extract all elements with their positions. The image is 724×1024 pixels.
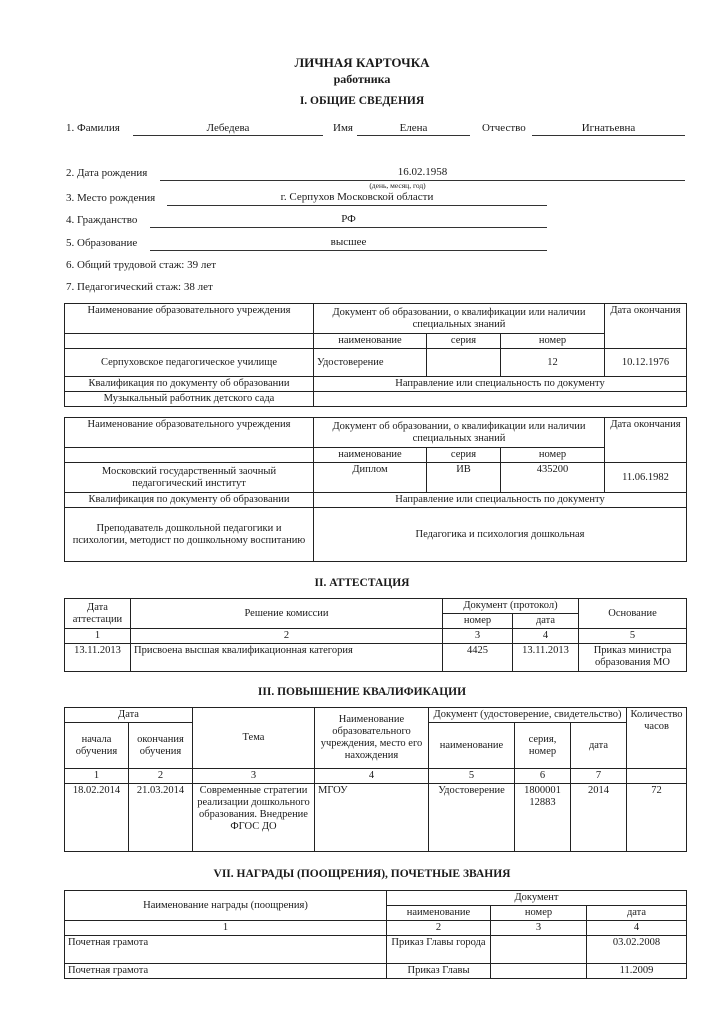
qual-start: 18.02.2014 <box>65 784 129 852</box>
qual-col-num: 4 <box>315 769 429 784</box>
qual-name-header: наименование <box>429 723 515 769</box>
page-title: ЛИЧНАЯ КАРТОЧКА <box>294 55 430 70</box>
award-col-num: 4 <box>587 921 687 936</box>
series-header-2: серия <box>427 448 501 463</box>
att-date: 13.11.2013 <box>65 644 131 672</box>
edu2-end-date: 11.06.1982 <box>605 463 687 493</box>
number-header-2: номер <box>501 448 605 463</box>
qual-col-num: 7 <box>571 769 627 784</box>
pedagogical-experience: 7. Педагогический стаж: 38 лет <box>66 281 213 293</box>
qual-series: 1800001 12883 <box>515 784 571 852</box>
education-table-1 <box>64 303 687 407</box>
qual-date2-header: дата <box>571 723 627 769</box>
award-row-number <box>491 964 587 979</box>
att-number-header: номер <box>443 614 513 629</box>
end-date-header: Дата окончания <box>605 304 687 349</box>
qual-date: 2014 <box>571 784 627 852</box>
award-date-header: дата <box>587 906 687 921</box>
att-col-num: 4 <box>513 629 579 644</box>
att-col-num: 1 <box>65 629 131 644</box>
edu2-number: 435200 <box>501 463 605 493</box>
qual-end: 21.03.2014 <box>129 784 193 852</box>
attestation-table <box>64 598 687 672</box>
qual-doc-name: Удостоверение <box>429 784 515 852</box>
award-name-header: Наименование награды (поощрения) <box>65 891 387 921</box>
qual-inst-header: Наименование образовательного учреждения, место его нахождения <box>315 708 429 769</box>
section1-title: I. ОБЩИЕ СВЕДЕНИЯ <box>299 95 425 107</box>
number-header: номер <box>501 334 605 349</box>
qual-col-num: 5 <box>429 769 515 784</box>
birthplace-label: 3. Место рождения <box>66 192 156 204</box>
award-row-doc: Приказ Главы города <box>387 936 491 964</box>
edu2-institution: Московский государственный заочный педагогический институт <box>65 463 314 493</box>
edu1-institution: Серпуховское педагогическое училище <box>65 349 314 377</box>
edu2-direction: Педагогика и психология дошкольная <box>314 508 687 562</box>
qual-hours: 72 <box>627 784 687 852</box>
att-col-num: 5 <box>579 629 687 644</box>
award-col-num: 2 <box>387 921 491 936</box>
citizenship-label: 4. Гражданство <box>66 214 138 226</box>
edu1-direction <box>314 392 687 407</box>
qual-hours-header: Количество часов <box>627 708 687 769</box>
name-label: Имя <box>333 122 353 134</box>
qual-col-num: 3 <box>193 769 315 784</box>
education-value: высшее <box>330 236 367 248</box>
document-header: Документ об образовании, о квалификации или наличии специальных знаний <box>314 304 605 334</box>
institution-header: Наименование образовательного учреждения <box>65 304 314 334</box>
att-date-header: Дата аттестации <box>65 599 131 629</box>
att-basis: Приказ министра образования МО <box>579 644 687 672</box>
citizenship-value: РФ <box>341 213 356 225</box>
edu1-doc-name: Удостоверение <box>314 349 427 377</box>
surname-label: 1. Фамилия <box>66 122 120 134</box>
qual-col-num: 6 <box>515 769 571 784</box>
qual-col-num: 2 <box>129 769 193 784</box>
name-value: Елена <box>399 122 428 134</box>
institution-header-2: Наименование образовательного учреждения <box>65 418 314 448</box>
qual-doc-header: Документ (удостоверение, свидетельство) <box>429 708 627 723</box>
att-decision-header: Решение комиссии <box>131 599 443 629</box>
att-col-num: 3 <box>443 629 513 644</box>
doc-name-header: наименование <box>314 334 427 349</box>
edu2-qualification: Преподаватель дошкольной педагогики и психологии, методист по дошкольному воспитанию <box>65 508 314 562</box>
section3-title: III. ПОВЫШЕНИЕ КВАЛИФИКАЦИИ <box>257 686 467 698</box>
document-header-2: Документ об образовании, о квалификации или наличии специальных знаний <box>314 418 605 448</box>
section2-title: II. АТТЕСТАЦИЯ <box>314 577 410 589</box>
award-doc-name-header: наименование <box>387 906 491 921</box>
qual-start-header: начала обучения <box>65 723 129 769</box>
edu2-series: ИВ <box>427 463 501 493</box>
edu2-doc-name: Диплом <box>314 463 427 493</box>
section7-title: VII. НАГРАДЫ (ПООЩРЕНИЯ), ПОЧЕТНЫЕ ЗВАНИЯ <box>213 868 511 880</box>
qual-topic: Современные стратегии реализации дошкольного образования. Внедрение ФГОС ДО <box>193 784 315 852</box>
award-row-name: Почетная грамота <box>65 964 387 979</box>
qual-date-header: Дата <box>65 708 193 723</box>
qual-end-header: окончания обучения <box>129 723 193 769</box>
award-col-num: 1 <box>65 921 387 936</box>
edu1-number: 12 <box>501 349 605 377</box>
award-row-doc: Приказ Главы <box>387 964 491 979</box>
birthplace-value: г. Серпухов Московской области <box>280 191 434 203</box>
qualification-header-2: Квалификация по документу об образовании <box>65 493 314 508</box>
end-date-header-2: Дата окончания <box>605 418 687 463</box>
qual-inst: МГОУ <box>315 784 429 852</box>
att-basis-header: Основание <box>579 599 687 629</box>
award-col-num: 3 <box>491 921 587 936</box>
award-number-header: номер <box>491 906 587 921</box>
patronymic-value: Игнатьевна <box>581 122 636 134</box>
edu1-qualification: Музыкальный работник детского сада <box>65 392 314 407</box>
qualification-table <box>64 707 687 852</box>
qual-series-header: серия, номер <box>515 723 571 769</box>
att-doc-header: Документ (протокол) <box>443 599 579 614</box>
surname-value: Лебедева <box>206 122 250 134</box>
direction-header-2: Направление или специальность по документу <box>314 493 687 508</box>
award-row-date: 11.2009 <box>587 964 687 979</box>
qual-topic-header: Тема <box>193 708 315 769</box>
award-row-date: 03.02.2008 <box>587 936 687 964</box>
att-col-num: 2 <box>131 629 443 644</box>
awards-table <box>64 890 687 979</box>
qual-col-num: 1 <box>65 769 129 784</box>
series-header: серия <box>427 334 501 349</box>
patronymic-label: Отчество <box>482 122 526 134</box>
att-doc-date: 13.11.2013 <box>513 644 579 672</box>
work-experience: 6. Общий трудовой стаж: 39 лет <box>66 259 217 271</box>
education-table-2 <box>64 417 687 562</box>
award-row-name: Почетная грамота <box>65 936 387 964</box>
education-label: 5. Образование <box>66 237 138 249</box>
award-doc-header: Документ <box>387 891 687 906</box>
att-number: 4425 <box>443 644 513 672</box>
birth-hint: (день, месяц, год) <box>369 181 426 190</box>
page-subtitle: работника <box>333 72 391 86</box>
att-decision: Присвоена высшая квалификационная категория <box>131 644 443 672</box>
doc-name-header-2: наименование <box>314 448 427 463</box>
qualification-header: Квалификация по документу об образовании <box>65 377 314 392</box>
award-row-number <box>491 936 587 964</box>
edu1-series <box>427 349 501 377</box>
direction-header: Направление или специальность по документу <box>314 377 687 392</box>
birth-label: 2. Дата рождения <box>66 167 148 179</box>
birth-value: 16.02.1958 <box>397 166 448 178</box>
edu1-end-date: 10.12.1976 <box>605 349 687 377</box>
att-date2-header: дата <box>513 614 579 629</box>
